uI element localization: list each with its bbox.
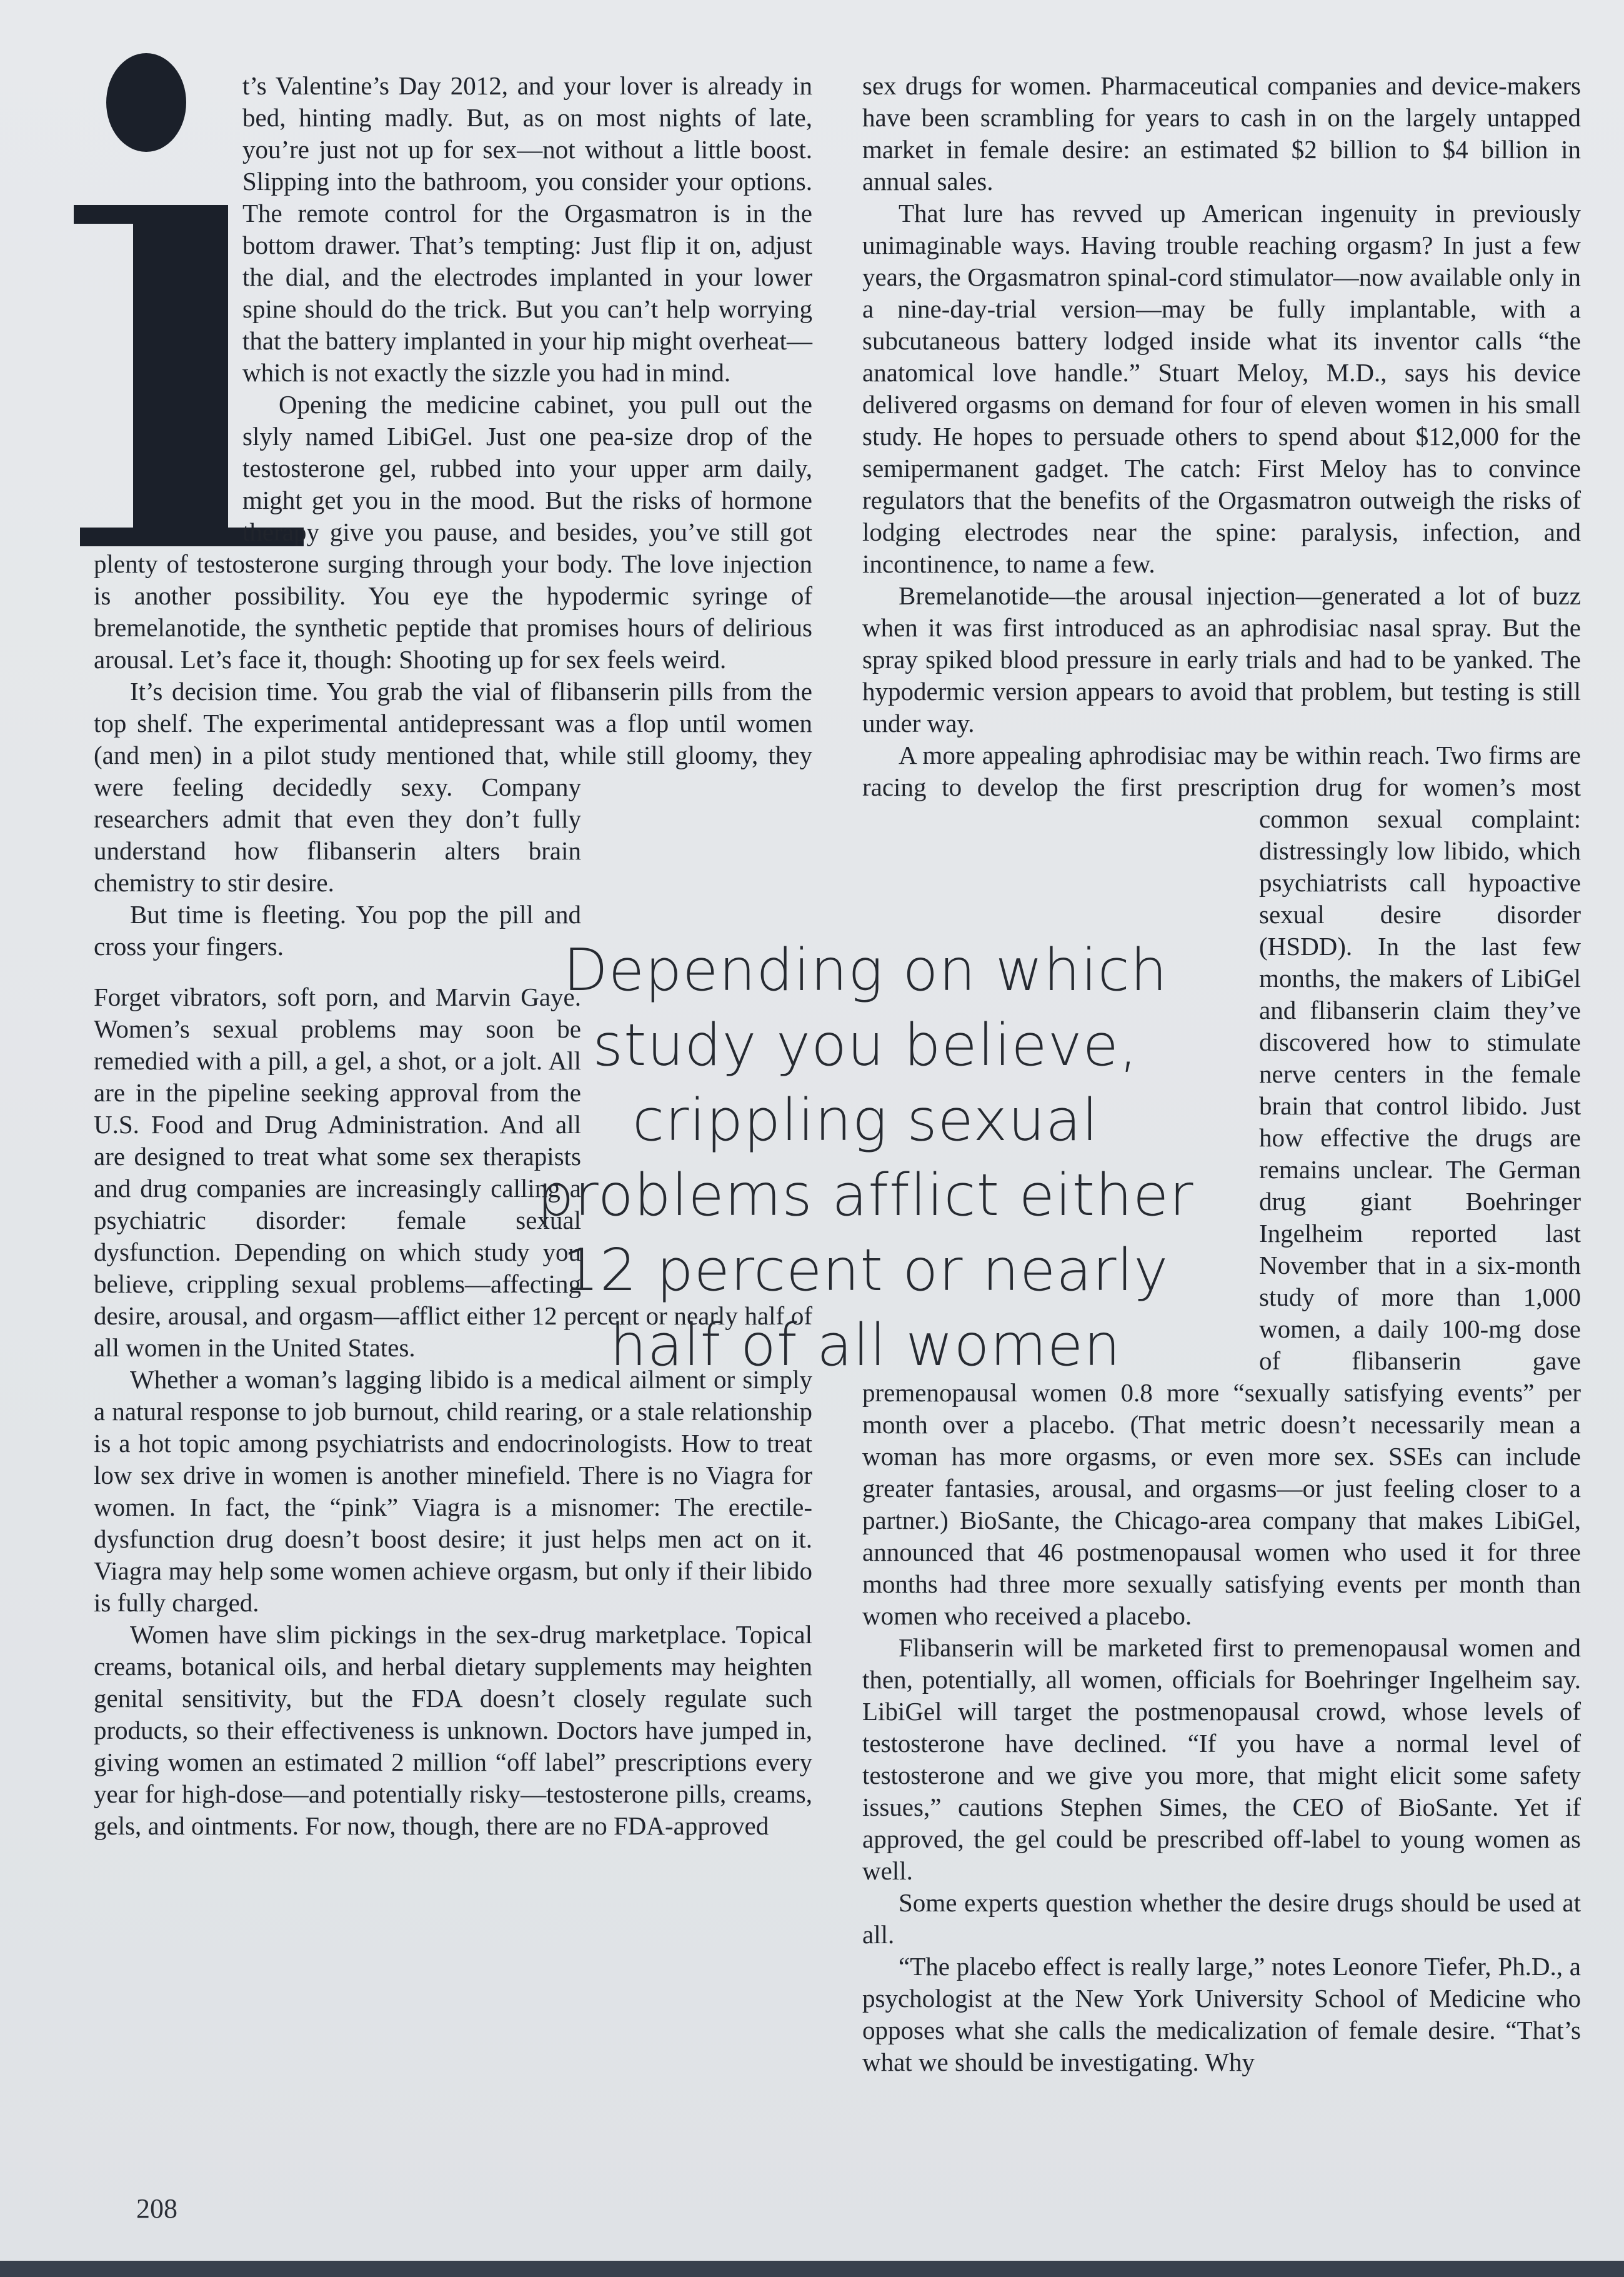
paragraph-left-6 [94, 1364, 812, 1619]
paragraph-right-6-text: Some experts question whether the desire drugs should be used at all. [862, 1888, 1581, 1949]
paragraph-right-3 [862, 580, 1581, 739]
paragraph-left-1 [94, 70, 812, 389]
pull-quote-line: half of all women [609, 1311, 1122, 1379]
paragraph-left-3-text-a: It’s decision time. You grab the vial of flibanserin pills from the top shelf. The experimental antidepressant was a flop until women (and men) in a pilot study mentioned that, while still [94, 677, 812, 769]
paragraph-right-7 [862, 1951, 1581, 2078]
pull-quote-line: crippling sexual [632, 1086, 1099, 1154]
paragraph-right-4-text-a: A more appealing aphrodisiac may be within reach. Two firms are racing to develop the first prescription drug for [862, 741, 1581, 801]
paragraph-right-7-text: “The placebo effect is really large,” notes Leonore Tiefer, Ph.D., a psychologist at the New York University School of Medicine who opposes what she calls the medicalization of female desire. “That’s what we should be investigating. Why [862, 1952, 1581, 2076]
paragraph-right-6 [862, 1887, 1581, 1951]
pull-quote [475, 933, 1256, 1383]
dropcap-runaround-spacer [94, 70, 242, 548]
paragraph-left-6-text: Whether a woman’s lagging libido is a medical ailment or simply a natural response to job burnout, child rearing, or a stale relationship is a hot topic among psychiatrists and endocrinologists. How to treat low sex drive in women is another minefield. There is no Viagra for women. In fact, the “pink” Viagra is a misnomer: The erectile-dysfunction drug doesn’t boost desire; it just helps men act on it. Viagra may help some women achieve orgasm, but only if their libido is fully charged. [94, 1365, 812, 1617]
pull-quote-line: study you believe, [592, 1011, 1138, 1079]
paragraph-left-1-text: t’s Valentine’s Day 2012, and your lover is already in bed, hinting madly. But, as on most nights of late, you’re just not up for sex—not without a little boost. Slipping into the bathroom, you consider your options. The remote control for the Orgasmatron is in the bottom drawer. That’s tempting: Just flip it on, adjust the dial, and the electrodes implanted in your lower spine should do the trick. But you can’t help worrying that the battery implanted in your hip might overheat—which is not exactly the sizzle you had in mind. [242, 71, 812, 387]
paragraph-left-7 [94, 1619, 812, 1842]
pull-quote-line: Depending on which [563, 936, 1168, 1004]
paragraph-left-4-text: But time is fleeting. You pop the pill and cross your fingers. [94, 900, 581, 961]
dropcap-letter-text [0, 0, 1, 1]
paragraph-left-3 [94, 676, 812, 899]
paragraph-right-1 [862, 70, 1581, 198]
paragraph-left-7-text: Women have slim pickings in the sex-drug marketplace. Topical creams, botanical oils, and herbal dietary supplements may heighten genital sensitivity, but the FDA doesn’t closely regulate such products, so their effectiveness is unknown. Doctors have jumped in, giving women an estimated 2 million “off label” prescriptions every year for high-dose—and potentially risky—testosterone pills, creams, gels, and ointments. For now, though, there are no FDA-approved [94, 1620, 812, 1840]
paragraph-right-1-text: sex drugs for women. Pharmaceutical companies and device-makers have been scrambling for years to cash in on the largely untapped market in female desire: an estimated $2 billion to $4 billion in annual sales. [862, 71, 1581, 196]
pull-quote-line: 12 percent or nearly [562, 1236, 1169, 1304]
paragraph-right-5 [862, 1632, 1581, 1887]
paragraph-right-4-text-b: women’s most common sexual complaint: distressingly low libido, which psychiatrists call hypoactive sexual desire disorder (HSDD). In the last few months, the makers of LibiGel and flibanserin claim they’ve discovered how to stimulate nerve centers in the female brain that control libido. Just how effective the drugs are remains unclear. The German drug giant Boehringer Ingelheim reported last November that in a six-month study of more than 1,000 women, a daily 100-mg dose of flibanserin gave premenopausal women 0.8 more “sexually satisfying events” per month over a placebo. (That metric doesn’t necessarily mean a woman has more orgasms, or even more sex. SSEs can include greater fantasies, arousal, and orgasms—or just feeling closer to a partner.) BioSante, the Chicago-area company that makes LibiGel, announced that 46 postmenopausal women who used it for three months had three more sexually satisfying events per month than women who received a placebo. [862, 773, 1581, 1630]
bottom-edge-bar [0, 2261, 1624, 2277]
paragraph-left-5-text: Forget vibrators, soft porn, and Marvin Gaye. Women’s sexual problems may soon be remedied with a pill, a gel, a shot, or a jolt. All are in the pipeline seeking approval from the U.S. Food and Drug Administration. And all are designed to treat what some sex therapists and drug companies are increasingly calling a psychiatric disorder: female sexual dysfunction. Depending on which study you believe, crippling sexual problems—affecting desire, arousal, and orgasm—afflict either 12 percent or nearly half of all women in the United States. [94, 983, 812, 1362]
paragraph-left-2-text: Opening the medicine cabinet, you pull out the slyly named LibiGel. Just one pea-size drop of the testosterone gel, rubbed into your upper arm daily, might get you in the mood. But the risks of hormone therapy give you pause, and besides, you’ve still got plenty of testosterone surging through your body. The love injection is another possibility. You eye the hypodermic syringe of bremelanotide, the synthetic peptide that promises hours of delirious arousal. Let’s face it, though: Shooting up for sex feels weird. [94, 390, 812, 674]
paragraph-right-5-text: Flibanserin will be marketed first to premenopausal women and then, potentially, all women, officials for Boehringer Ingelheim say. LibiGel will target the postmenopausal crowd, whose levels of testosterone have declined. “If you have a normal level of testosterone and we give you more, that might elicit some safety issues,” cautions Stephen Simes, the CEO of BioSante. Yet if approved, the gel could be prescribed off-label to young women as well. [862, 1633, 1581, 1885]
paragraph-right-2-text: That lure has revved up American ingenuity in previously unimaginable ways. Having trouble reaching orgasm? In just a few years, the Orgasmatron spinal-cord stimulator—now available only in a nine-day-trial version—may be fully implantable, with a subcutaneous battery lodged inside what its inventor calls “the anatomical love handle.” Stuart Meloy, M.D., says his device delivered orgasms on demand for four of eleven women in his small study. He hopes to persuade others to spend about $12,000 for the semipermanent gadget. The catch: First Meloy has to convince regulators that the benefits of the Orgasmatron outweigh the risks of lodging electrodes near the spine: paralysis, infection, and incontinence, to name a few. [862, 199, 1581, 578]
page-number: 208 [136, 2193, 177, 2224]
paragraph-right-3-text: Bremelanotide—the arousal injection—generated a lot of buzz when it was first introduced as an aphrodisiac nasal spray. But the spray spiked blood pressure in early trials and had to be yanked. The hypodermic version appears to avoid that problem, but testing is still under way. [862, 581, 1581, 738]
paragraph-right-2 [862, 198, 1581, 580]
pull-quote-line: problems afflict either [537, 1161, 1194, 1229]
paragraph-left-3-text-b: gloomy, they were feeling decidedly sexy. Company researchers admit that even they don’t fully understand how flibanserin alters brain chemistry to stir desire. [94, 741, 812, 897]
